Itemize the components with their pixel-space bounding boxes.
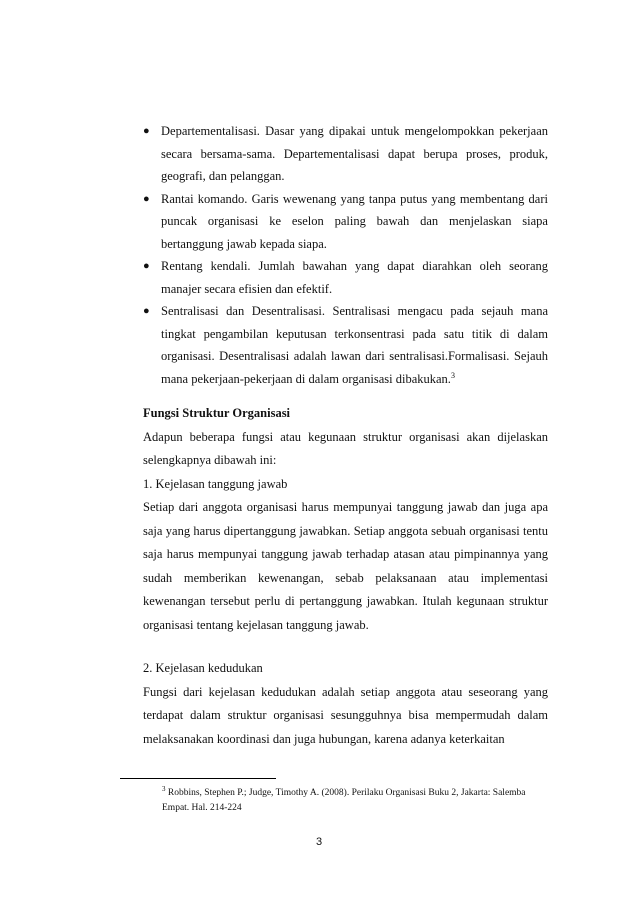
bullet-dot-icon: ● (143, 260, 150, 272)
bullet-item (143, 255, 548, 300)
section-intro: Adapun beberapa fungsi atau kegunaan struktur organisasi akan dijelaskan selengkapnya dibawah ini: (143, 429, 548, 467)
bullet-dot-icon: ● (143, 305, 150, 317)
bullet-text: Departementalisasi. Dasar yang dipakai untuk mengelompokkan pekerjaan secara bersama-sama. Departementalisasi dapat berupa proses, produk, geografi, dan pelanggan. (161, 124, 548, 183)
section-body (143, 402, 548, 751)
paragraph-gap (143, 637, 548, 657)
bullet-item (143, 120, 548, 188)
item1-text: Setiap dari anggota organisasi harus mempunyai tanggung jawab dan juga apa saja yang harus dipertanggung jawabkan. Setiap anggota sebuah organisasi tentu saja harus mempunyai tanggung jawab terhadap atasan atau pimpinannya yang sudah memberikan kewenangan, sebab pelaksanaan atau implementasi kewenangan tersebut perlu di pertanggung jawabkan. Itulah kegunaan struktur organisasi tentang kejelasan tanggung jawab. (143, 500, 548, 632)
bullet-item (143, 300, 548, 390)
section-heading: Fungsi Struktur Organisasi (143, 406, 291, 420)
footnote (162, 786, 552, 816)
footnote-number: 3 (162, 784, 166, 793)
item2-text: Fungsi dari kejelasan kedudukan adalah setiap anggota atau seseorang yang terdapat dalam struktur organisasi sesungguhnya bisa mempermudah dalam melaksanakan koordinasi dan juga hubungan, karena adanya keterkaitan (143, 684, 548, 746)
item1-title: 1. Kejelasan tanggung jawab (143, 476, 288, 491)
bullet-text: Rentang kendali. Jumlah bawahan yang dapat diarahkan oleh seorang manajer secara efisien dan efektif. (161, 259, 548, 296)
footnote-divider (120, 778, 276, 779)
item2-title: 2. Kejelasan kedudukan (143, 661, 263, 675)
bullet-list (143, 120, 548, 390)
bullet-dot-icon: ● (143, 192, 150, 205)
page-number: 3 (315, 836, 323, 848)
bullet-text (161, 300, 548, 390)
bullet-item (143, 188, 548, 256)
bullet-text: Rantai komando. Garis wewenang yang tanpa putus yang membentang dari puncak organisasi ke eselon paling bawah dan menjelaskan siapa bertanggung jawab kepada siapa. (161, 191, 548, 251)
footnote-reference[interactable]: 3 (450, 370, 455, 380)
footnote-text: Robbins, Stephen P.; Judge, Timothy A. (2008). Perilaku Organisasi Buku 2, Jakarta: Salemba Empat. Hal. 214-224 (162, 788, 526, 813)
bullet-dot-icon: ● (143, 125, 150, 137)
bullet-text-body: Sentralisasi dan Desentralisasi. Sentralisasi mengacu pada sejauh mana tingkat pengambilan keputusan terkonsentrasi pada satu titik di dalam organisasi. Desentralisasi adalah lawan dari sentralisasi.Formalisasi. Sejauh mana pekerjaan-pekerjaan di dalam organisasi dibakukan. (161, 304, 548, 386)
